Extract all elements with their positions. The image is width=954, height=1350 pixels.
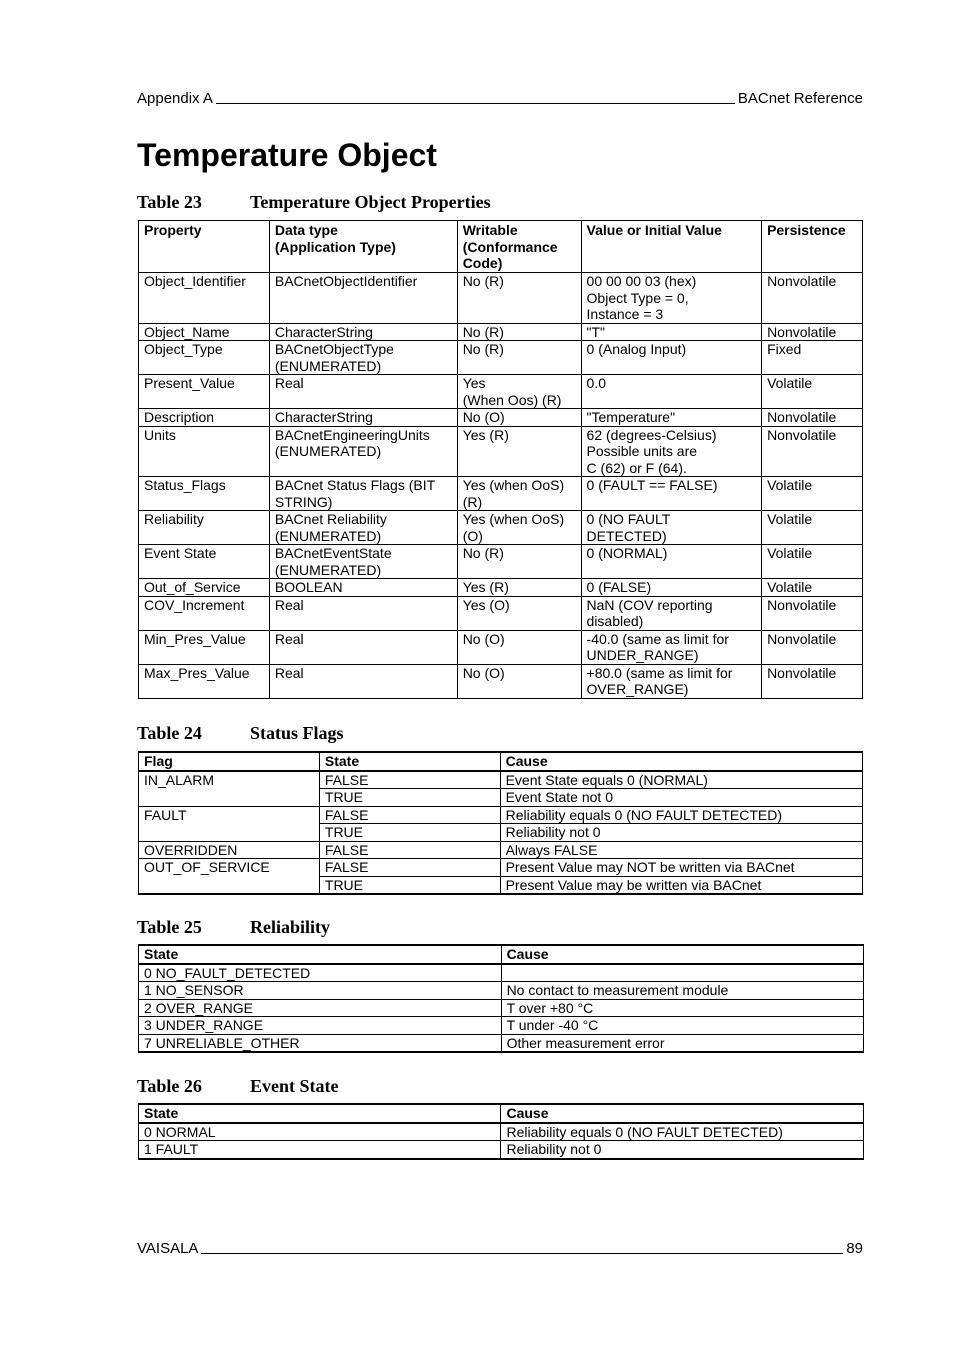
header-rule (216, 103, 735, 104)
table-row (139, 859, 863, 877)
table-cell: Min_Pres_Value (139, 630, 270, 664)
table-header-row (139, 221, 863, 273)
table25-body (139, 964, 864, 1053)
table-cell: Nonvolatile (762, 273, 863, 324)
table-cell: Always FALSE (500, 841, 862, 859)
table-row (139, 579, 863, 597)
table-cell: CharacterString (269, 323, 457, 341)
table-row (139, 409, 863, 427)
table-cell: "T" (581, 323, 762, 341)
table-row (139, 982, 864, 1000)
table-cell: No (R) (457, 545, 581, 579)
event-state-table (138, 1103, 864, 1160)
table-header-row (139, 945, 864, 964)
table-row (139, 477, 863, 511)
table-cell: FALSE (319, 841, 500, 859)
table-cell (501, 964, 863, 982)
table-cell: Yes (When Oos) (R) (457, 375, 581, 409)
footer-rule (201, 1253, 843, 1254)
table-cell: FALSE (319, 859, 500, 877)
table-cell: 00 00 00 03 (hex) Object Type = 0, Instance = 3 (581, 273, 762, 324)
table26-title: Event State (250, 1076, 339, 1096)
table23-number: Table 23 (137, 192, 202, 212)
table-cell: FALSE (319, 806, 500, 824)
table-cell: "Temperature" (581, 409, 762, 427)
table-row (139, 876, 863, 894)
table-cell: 0 (Analog Input) (581, 341, 762, 375)
table-cell: Nonvolatile (762, 323, 863, 341)
table-cell: Yes (when OoS) (O) (457, 511, 581, 545)
table-cell: Real (269, 630, 457, 664)
table-cell: 62 (degrees-Celsius) Possible units are C (62) or F (64). (581, 426, 762, 477)
table-cell: BACnetObjectIdentifier (269, 273, 457, 324)
header-data-type: Data type (Application Type) (269, 221, 457, 273)
table-cell: 0.0 (581, 375, 762, 409)
table-cell: Reliability (139, 511, 270, 545)
header-persistence: Persistence (762, 221, 863, 273)
table-cell: Volatile (762, 477, 863, 511)
table-cell: Event State (139, 545, 270, 579)
table-cell: TRUE (319, 789, 500, 807)
table-cell: Out_of_Service (139, 579, 270, 597)
table-cell: COV_Increment (139, 596, 270, 630)
table25-caption (137, 917, 330, 938)
table-cell: Reliability not 0 (501, 1141, 864, 1159)
table-header-row (139, 752, 863, 771)
page-header (137, 90, 863, 107)
table-cell: 1 NO_SENSOR (139, 982, 502, 1000)
table-cell: 0 (NO FAULT DETECTED) (581, 511, 762, 545)
table-row (139, 1017, 864, 1035)
table-cell: BACnet Status Flags (BIT STRING) (269, 477, 457, 511)
header-property: Property (139, 221, 270, 273)
header-state: State (139, 945, 502, 964)
table-row (139, 375, 863, 409)
header-state: State (319, 752, 500, 771)
table-row (139, 664, 863, 698)
status-flags-table (138, 751, 863, 895)
table-cell: Volatile (762, 511, 863, 545)
table-cell: Object_Identifier (139, 273, 270, 324)
table-row (139, 824, 863, 842)
header-writable: Writable (Conformance Code) (457, 221, 581, 273)
table-row (139, 1034, 864, 1052)
table-cell: Description (139, 409, 270, 427)
table-cell: 0 NO_FAULT_DETECTED (139, 964, 502, 982)
table-cell: No (O) (457, 409, 581, 427)
table-cell: FALSE (319, 771, 500, 789)
table-row (139, 771, 863, 789)
table-cell: Volatile (762, 579, 863, 597)
table-cell: Other measurement error (501, 1034, 863, 1052)
table-row (139, 596, 863, 630)
table-cell: Nonvolatile (762, 664, 863, 698)
table-row (139, 323, 863, 341)
table-cell: BACnetEventState (ENUMERATED) (269, 545, 457, 579)
table-cell: CharacterString (269, 409, 457, 427)
table-row (139, 426, 863, 477)
table-row (139, 273, 863, 324)
table-cell: T under -40 °C (501, 1017, 863, 1035)
table-cell: Object_Name (139, 323, 270, 341)
header-right: BACnet Reference (737, 90, 863, 107)
table-cell: +80.0 (same as limit for OVER_RANGE) (581, 664, 762, 698)
table-row (139, 341, 863, 375)
table26-caption (137, 1076, 339, 1097)
table-cell: BOOLEAN (269, 579, 457, 597)
table-cell: NaN (COV reporting disabled) (581, 596, 762, 630)
table-cell: Yes (O) (457, 596, 581, 630)
table-cell: No (O) (457, 664, 581, 698)
table23-body (139, 273, 863, 699)
table-cell: Event State not 0 (500, 789, 862, 807)
header-cause: Cause (500, 752, 862, 771)
table-cell: T over +80 °C (501, 999, 863, 1017)
table-row (139, 511, 863, 545)
table-cell (139, 876, 320, 894)
table-cell: No (R) (457, 341, 581, 375)
header-value: Value or Initial Value (581, 221, 762, 273)
table-cell: BACnet Reliability (ENUMERATED) (269, 511, 457, 545)
table-cell: Nonvolatile (762, 596, 863, 630)
table-cell (139, 789, 320, 807)
table-row (139, 841, 863, 859)
table-cell: TRUE (319, 824, 500, 842)
table-cell: 2 OVER_RANGE (139, 999, 502, 1017)
table-row (139, 964, 864, 982)
table-cell: Event State equals 0 (NORMAL) (500, 771, 862, 789)
table26-number: Table 26 (137, 1076, 202, 1096)
table-row (139, 545, 863, 579)
table-cell: Yes (R) (457, 579, 581, 597)
table23-title: Temperature Object Properties (250, 192, 491, 212)
table-cell: Volatile (762, 545, 863, 579)
table-cell: 0 (FALSE) (581, 579, 762, 597)
table-cell: Max_Pres_Value (139, 664, 270, 698)
table-cell: Yes (when OoS) (R) (457, 477, 581, 511)
page-title: Temperature Object (137, 137, 437, 173)
table-cell: Reliability equals 0 (NO FAULT DETECTED) (501, 1123, 864, 1141)
table-cell: 7 UNRELIABLE_OTHER (139, 1034, 502, 1052)
table-cell: Yes (R) (457, 426, 581, 477)
table-cell: Nonvolatile (762, 409, 863, 427)
table24-body (139, 771, 863, 895)
table-cell: No contact to measurement module (501, 982, 863, 1000)
table-cell: TRUE (319, 876, 500, 894)
reliability-table (138, 944, 864, 1053)
table-cell: Fixed (762, 341, 863, 375)
table-cell: Real (269, 596, 457, 630)
table24-caption (137, 723, 344, 744)
table-cell: 1 FAULT (139, 1141, 501, 1159)
footer-left: VAISALA (137, 1240, 199, 1257)
table-row (139, 1141, 864, 1159)
header-cause: Cause (501, 1104, 864, 1123)
header-state: State (139, 1104, 501, 1123)
table24-title: Status Flags (250, 723, 344, 743)
table-cell: Present Value may NOT be written via BACnet (500, 859, 862, 877)
table25-title: Reliability (250, 917, 330, 937)
header-flag: Flag (139, 752, 320, 771)
table-cell: Reliability equals 0 (NO FAULT DETECTED) (500, 806, 862, 824)
table-cell: OUT_OF_SERVICE (139, 859, 320, 877)
table-cell: Real (269, 375, 457, 409)
table-cell: -40.0 (same as limit for UNDER_RANGE) (581, 630, 762, 664)
header-left: Appendix A (137, 90, 213, 107)
table-cell: 3 UNDER_RANGE (139, 1017, 502, 1035)
table-row (139, 789, 863, 807)
table26-body (139, 1123, 864, 1159)
page-footer (137, 1240, 863, 1257)
table-cell: Object_Type (139, 341, 270, 375)
table-cell: Reliability not 0 (500, 824, 862, 842)
table-cell: Status_Flags (139, 477, 270, 511)
table-cell: OVERRIDDEN (139, 841, 320, 859)
table-cell: Nonvolatile (762, 426, 863, 477)
table-cell: No (O) (457, 630, 581, 664)
table-cell (139, 824, 320, 842)
table25-number: Table 25 (137, 917, 202, 937)
table-cell: Present_Value (139, 375, 270, 409)
table-cell: Real (269, 664, 457, 698)
table-row (139, 1123, 864, 1141)
table-cell: Volatile (762, 375, 863, 409)
temperature-properties-table (138, 220, 863, 699)
table-cell: No (R) (457, 273, 581, 324)
table-cell: BACnetObjectType (ENUMERATED) (269, 341, 457, 375)
table-cell: 0 (FAULT == FALSE) (581, 477, 762, 511)
table-row (139, 999, 864, 1017)
footer-page-number: 89 (846, 1240, 863, 1257)
table-cell: Nonvolatile (762, 630, 863, 664)
table-cell: Present Value may be written via BACnet (500, 876, 862, 894)
table-cell: 0 (NORMAL) (581, 545, 762, 579)
table-header-row (139, 1104, 864, 1123)
table-cell: No (R) (457, 323, 581, 341)
table-cell: 0 NORMAL (139, 1123, 501, 1141)
table-cell: IN_ALARM (139, 771, 320, 789)
table23-caption (137, 192, 491, 213)
header-cause: Cause (501, 945, 863, 964)
table-row (139, 806, 863, 824)
table-cell: BACnetEngineeringUnits (ENUMERATED) (269, 426, 457, 477)
table-cell: Units (139, 426, 270, 477)
table-row (139, 630, 863, 664)
table-cell: FAULT (139, 806, 320, 824)
table24-number: Table 24 (137, 723, 202, 743)
